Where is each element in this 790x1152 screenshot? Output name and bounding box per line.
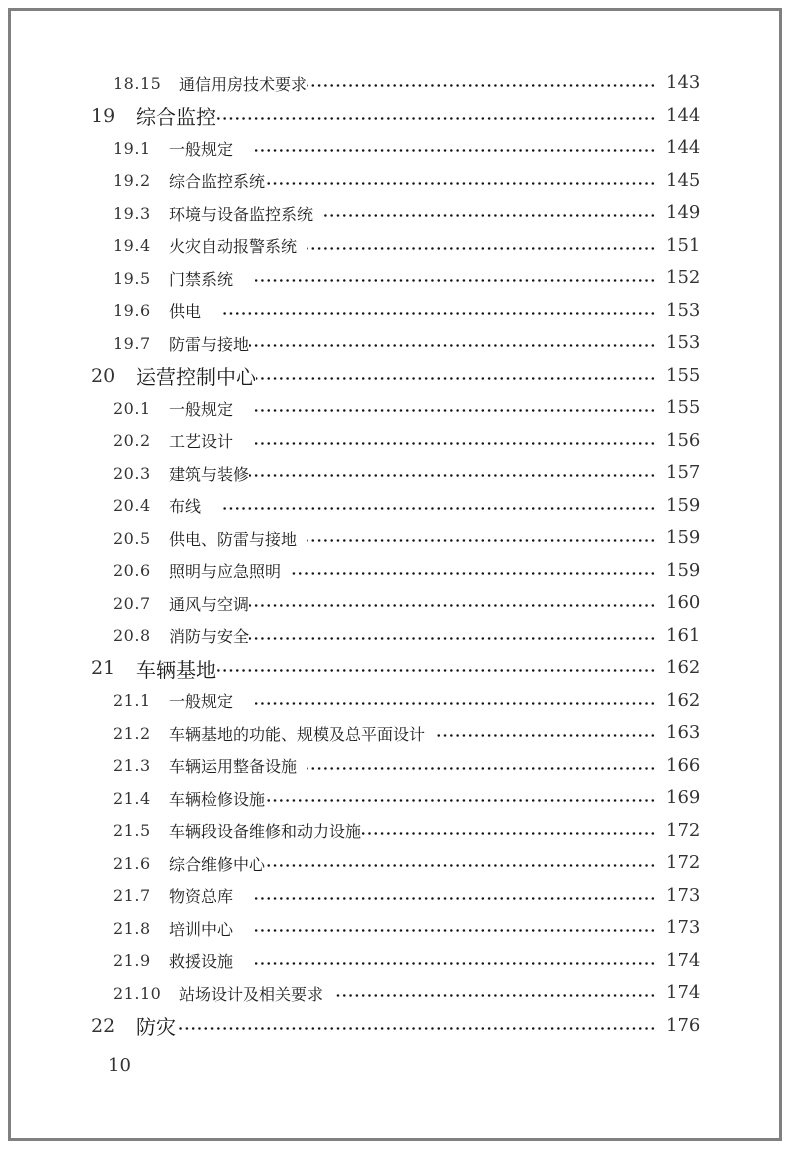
toc-entry-number: 20.7 <box>113 593 151 613</box>
toc-entry-title: 防雷与接地 <box>169 334 250 354</box>
dot-leader <box>216 100 656 132</box>
toc-section-entry[interactable] <box>113 165 656 197</box>
dot-leader <box>255 262 656 294</box>
toc-entry-page: 173 <box>666 917 701 938</box>
toc-entry-page: 145 <box>666 169 701 191</box>
toc-entry-page: 155 <box>666 364 701 386</box>
toc-entry-title: 门禁系统 <box>169 269 234 289</box>
toc-entry-number: 21.1 <box>113 691 151 710</box>
toc-section-entry[interactable] <box>113 847 656 879</box>
toc-entry-number: 19.3 <box>113 203 151 223</box>
toc-entry-title: 供电 <box>169 302 202 321</box>
toc-entry-number: 20.5 <box>113 528 151 548</box>
toc-entry-title: 一般规定 <box>169 692 234 711</box>
toc-entry-title: 布线 <box>169 497 202 516</box>
toc-entry-title: 综合监控 <box>136 105 216 129</box>
dot-leader <box>255 945 656 977</box>
toc-section-entry[interactable] <box>113 490 656 522</box>
toc-entry-number: 21.7 <box>113 886 151 905</box>
dot-leader <box>435 717 656 749</box>
toc-section-entry[interactable] <box>113 782 656 814</box>
toc-entry-number: 19.6 <box>113 301 151 320</box>
dot-leader <box>256 360 656 392</box>
toc-section-entry[interactable] <box>113 945 656 977</box>
dot-leader <box>265 165 656 197</box>
toc-entry-page: 162 <box>666 689 701 711</box>
toc-entry-number: 21.3 <box>113 756 151 775</box>
toc-entry-page: 143 <box>666 72 701 93</box>
toc-entry-number: 19.5 <box>113 268 151 288</box>
toc-entry-number: 18.15 <box>113 73 162 93</box>
toc-chapter-entry[interactable] <box>91 100 656 132</box>
toc-entry-title: 一般规定 <box>169 399 234 419</box>
toc-entry-number: 20 <box>91 364 116 387</box>
toc-section-entry[interactable] <box>113 750 656 782</box>
toc-section-entry[interactable] <box>113 880 656 912</box>
toc-entry-number: 19 <box>91 104 116 127</box>
toc-entry-number: 20.4 <box>113 496 151 515</box>
dot-leader <box>176 1010 656 1042</box>
toc-section-entry[interactable] <box>113 392 656 424</box>
toc-entry-page: 162 <box>666 657 701 678</box>
toc-entry-title: 防灾 <box>136 1015 176 1039</box>
toc-entry-page: 174 <box>666 982 701 1003</box>
toc-entry-title: 培训中心 <box>169 919 234 939</box>
toc-section-entry[interactable] <box>113 685 656 717</box>
toc-entry-page: 169 <box>666 787 701 808</box>
toc-entry-number: 20.8 <box>113 626 151 645</box>
dot-leader <box>255 132 656 164</box>
toc-entry-page: 160 <box>666 592 701 613</box>
toc-entry-title: 环境与设备监控系统 <box>169 204 314 224</box>
toc-entry-page: 172 <box>666 852 701 873</box>
dot-leader <box>249 587 656 619</box>
toc-entry-title: 车辆段设备维修和动力设施 <box>169 822 362 841</box>
toc-entry-page: 157 <box>666 462 701 483</box>
toc-entry-page: 144 <box>666 137 701 158</box>
dot-leader <box>307 67 656 99</box>
toc-section-entry[interactable] <box>113 67 656 99</box>
toc-entry-title: 供电、防雷与接地 <box>169 529 298 549</box>
toc-entry-page: 153 <box>666 332 701 353</box>
toc-entry-title: 车辆基地的功能、规模及总平面设计 <box>169 724 426 744</box>
dot-leader <box>255 425 656 457</box>
toc-entry-page: 172 <box>666 819 701 841</box>
toc-entry-page: 159 <box>666 527 701 548</box>
toc-entry-page: 161 <box>666 624 701 646</box>
toc-entry-page: 144 <box>666 104 701 126</box>
toc-entry-title: 救援设施 <box>169 952 234 971</box>
toc-entry-title: 照明与应急照明 <box>169 562 282 581</box>
toc-entry-title: 综合监控系统 <box>169 172 266 191</box>
toc-entry-title: 车辆运用整备设施 <box>169 757 298 776</box>
toc-entry-page: 173 <box>666 884 701 906</box>
dot-leader <box>249 620 656 652</box>
toc-entry-number: 20.3 <box>113 463 151 483</box>
toc-entry-title: 通信用房技术要求 <box>179 74 308 94</box>
toc-entry-page: 152 <box>666 267 701 288</box>
toc-entry-page: 166 <box>666 754 701 776</box>
toc-entry-number: 21.8 <box>113 918 151 938</box>
toc-entry-page: 155 <box>666 397 701 418</box>
toc-section-entry[interactable] <box>113 327 656 359</box>
toc-entry-page: 159 <box>666 559 701 581</box>
toc-entry-number: 21.9 <box>113 951 151 970</box>
toc-section-entry[interactable] <box>113 295 656 327</box>
toc-entry-number: 21.5 <box>113 821 151 840</box>
toc-entry-number: 19.2 <box>113 171 151 190</box>
dot-leader <box>223 490 656 522</box>
toc-chapter-entry[interactable] <box>91 1010 656 1042</box>
dot-leader <box>223 295 656 327</box>
toc-entry-title: 工艺设计 <box>169 432 234 451</box>
dot-leader <box>291 555 656 587</box>
dot-leader <box>333 977 656 1009</box>
toc-entry-number: 19.1 <box>113 138 151 158</box>
toc-entry-number: 20.1 <box>113 398 151 418</box>
toc-section-entry[interactable] <box>113 230 656 262</box>
toc-entry-number: 21.2 <box>113 723 151 743</box>
toc-chapter-entry[interactable] <box>91 652 656 684</box>
toc-entry-page: 174 <box>666 949 701 971</box>
toc-entry-title: 一般规定 <box>169 139 234 159</box>
toc-entry-page: 163 <box>666 722 701 743</box>
toc-section-entry[interactable] <box>113 717 656 749</box>
toc-entry-title: 运营控制中心 <box>136 365 256 389</box>
toc-entry-number: 21.4 <box>113 788 151 808</box>
toc-entry-title: 车辆基地 <box>136 657 216 682</box>
toc-entry-page: 176 <box>666 1014 701 1036</box>
toc-entry-title: 物资总库 <box>169 887 234 906</box>
dot-leader <box>249 327 656 359</box>
toc-section-entry[interactable] <box>113 522 656 554</box>
toc-entry-title: 综合维修中心 <box>169 854 266 874</box>
dot-leader <box>265 847 656 879</box>
toc-entry-number: 21.10 <box>113 983 162 1003</box>
dot-leader <box>307 750 656 782</box>
dot-leader <box>216 652 656 684</box>
dot-leader <box>361 815 656 847</box>
toc-entry-number: 19.4 <box>113 236 151 255</box>
dot-leader <box>307 230 656 262</box>
toc-entry-title: 通风与空调 <box>169 594 250 614</box>
dot-leader <box>255 880 656 912</box>
dot-leader <box>255 912 656 944</box>
toc-entry-number: 22 <box>91 1014 116 1037</box>
toc-entry-page: 151 <box>666 234 701 256</box>
toc-entry-number: 19.7 <box>113 333 151 353</box>
toc-chapter-entry[interactable] <box>91 360 656 392</box>
toc-section-entry[interactable] <box>113 425 656 457</box>
toc-entry-number: 20.6 <box>113 561 151 580</box>
toc-entry-number: 20.2 <box>113 431 151 450</box>
toc-entry-number: 21.6 <box>113 853 151 873</box>
toc-entry-page: 159 <box>666 494 701 516</box>
footer-page-number: 10 <box>108 1055 131 1076</box>
toc-entry-title: 站场设计及相关要求 <box>179 984 324 1004</box>
toc-entry-page: 156 <box>666 429 701 451</box>
dot-leader <box>323 197 656 229</box>
toc-section-entry[interactable] <box>113 912 656 944</box>
toc-section-entry[interactable] <box>113 815 656 847</box>
toc-section-entry[interactable] <box>113 587 656 619</box>
toc-section-entry[interactable] <box>113 977 656 1009</box>
toc-entry-title: 车辆检修设施 <box>169 789 266 809</box>
toc-entry-title: 火灾自动报警系统 <box>169 237 298 256</box>
toc-entry-page: 153 <box>666 299 701 321</box>
toc-section-entry[interactable] <box>113 262 656 294</box>
dot-leader <box>255 685 656 717</box>
toc-section-entry[interactable] <box>113 555 656 587</box>
dot-leader <box>307 522 656 554</box>
dot-leader <box>255 392 656 424</box>
toc-entry-title: 建筑与装修 <box>169 464 250 484</box>
toc-section-entry[interactable] <box>113 197 656 229</box>
toc-section-entry[interactable] <box>113 620 656 652</box>
toc-section-entry[interactable] <box>113 132 656 164</box>
toc-entry-page: 149 <box>666 202 701 223</box>
toc-entry-title: 消防与安全 <box>169 627 250 646</box>
dot-leader <box>265 782 656 814</box>
dot-leader <box>249 457 656 489</box>
toc-section-entry[interactable] <box>113 457 656 489</box>
toc-entry-number: 21 <box>91 657 116 679</box>
